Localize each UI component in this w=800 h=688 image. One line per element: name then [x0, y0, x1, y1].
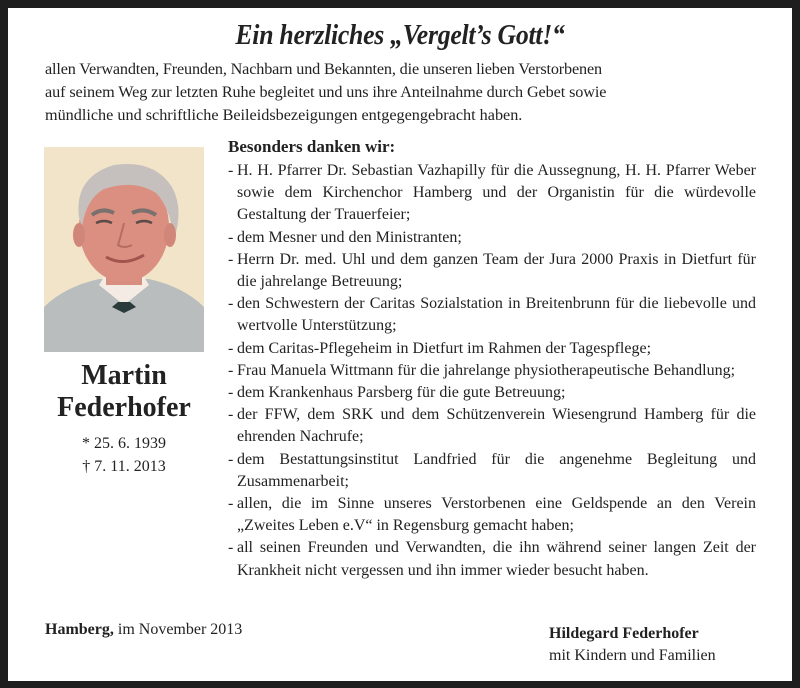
intro-line: allen Verwandten, Freunden, Nachbarn und Bekannten, die unseren lieben Verstorbenen — [45, 60, 602, 78]
deceased-name — [26, 360, 222, 424]
thanks-item: - dem Bestattungsinstitut Landfried für die angenehme Begleitung und Zusammenarbeit; — [228, 449, 756, 493]
notice-date: im November 2013 — [113, 621, 243, 638]
life-dates — [26, 432, 222, 478]
thanks-item: - der FFW, dem SRK und dem Schützenverein Wiesengrund Hamberg für die ehrenden Nachrufe; — [228, 404, 756, 448]
intro-line: mündliche und schriftliche Beileidsbezeigungen entgegengebracht haben. — [45, 106, 523, 124]
intro-text — [45, 58, 757, 127]
place-name: Hamberg, — [45, 621, 114, 638]
portrait-image — [44, 147, 204, 352]
obituary-notice — [8, 8, 792, 681]
signature-family: mit Kindern und Familien — [549, 647, 716, 664]
first-name: Martin — [81, 360, 167, 391]
birth-date: * 25. 6. 1939 — [82, 435, 166, 452]
thanks-item: - Herrn Dr. med. Uhl und dem ganzen Team der Jura 2000 Praxis in Dietfurt für die jahrelange Betreuung; — [228, 249, 756, 293]
thanks-item: - Frau Manuela Wittmann für die jahrelange physiotherapeutische Behandlung; — [228, 360, 756, 382]
thanks-item: - dem Caritas-Pflegeheim in Dietfurt im Rahmen der Tagespflege; — [228, 338, 756, 360]
thanks-item: - dem Krankenhaus Parsberg für die gute Betreuung; — [228, 382, 756, 404]
thanks-heading: Besonders danken wir: — [228, 137, 396, 156]
signature-block — [549, 623, 716, 667]
signature-name: Hildegard Federhofer — [549, 625, 699, 642]
death-date: † 7. 11. 2013 — [82, 458, 166, 475]
last-name: Federhofer — [57, 392, 191, 423]
thanks-item: - H. H. Pfarrer Dr. Sebastian Vazhapilly für die Aussegnung, H. H. Pfarrer Weber sowie dem Kirchenchor Hamberg und der Organistin für die würdevolle Gestaltung der Trauerfeier; — [228, 160, 756, 227]
thanks-item: - dem Mesner und den Ministranten; — [228, 227, 756, 249]
thanks-item: - den Schwestern der Caritas Sozialstation in Breitenbrunn für die liebevolle und wertvolle Unterstützung; — [228, 293, 756, 337]
notice-title: Ein herzliches „Vergelt’s Gott!“ — [235, 20, 565, 51]
deceased-photo — [44, 147, 204, 352]
thanks-item: - allen, die im Sinne unseres Verstorbenen eine Geldspende an den Verein „Zweites Leben e.V“ in Regensburg gemacht haben; — [228, 493, 756, 537]
place-and-date — [45, 621, 242, 639]
intro-line: auf seinem Weg zur letzten Ruhe begleitet und uns ihre Anteilnahme durch Gebet sowie — [45, 83, 607, 101]
thanks-list — [228, 160, 756, 582]
thanks-item: - all seinen Freunden und Verwandten, die ihn während seiner langen Zeit der Krankheit nicht vergessen und ihn immer wieder besucht haben. — [228, 537, 756, 581]
